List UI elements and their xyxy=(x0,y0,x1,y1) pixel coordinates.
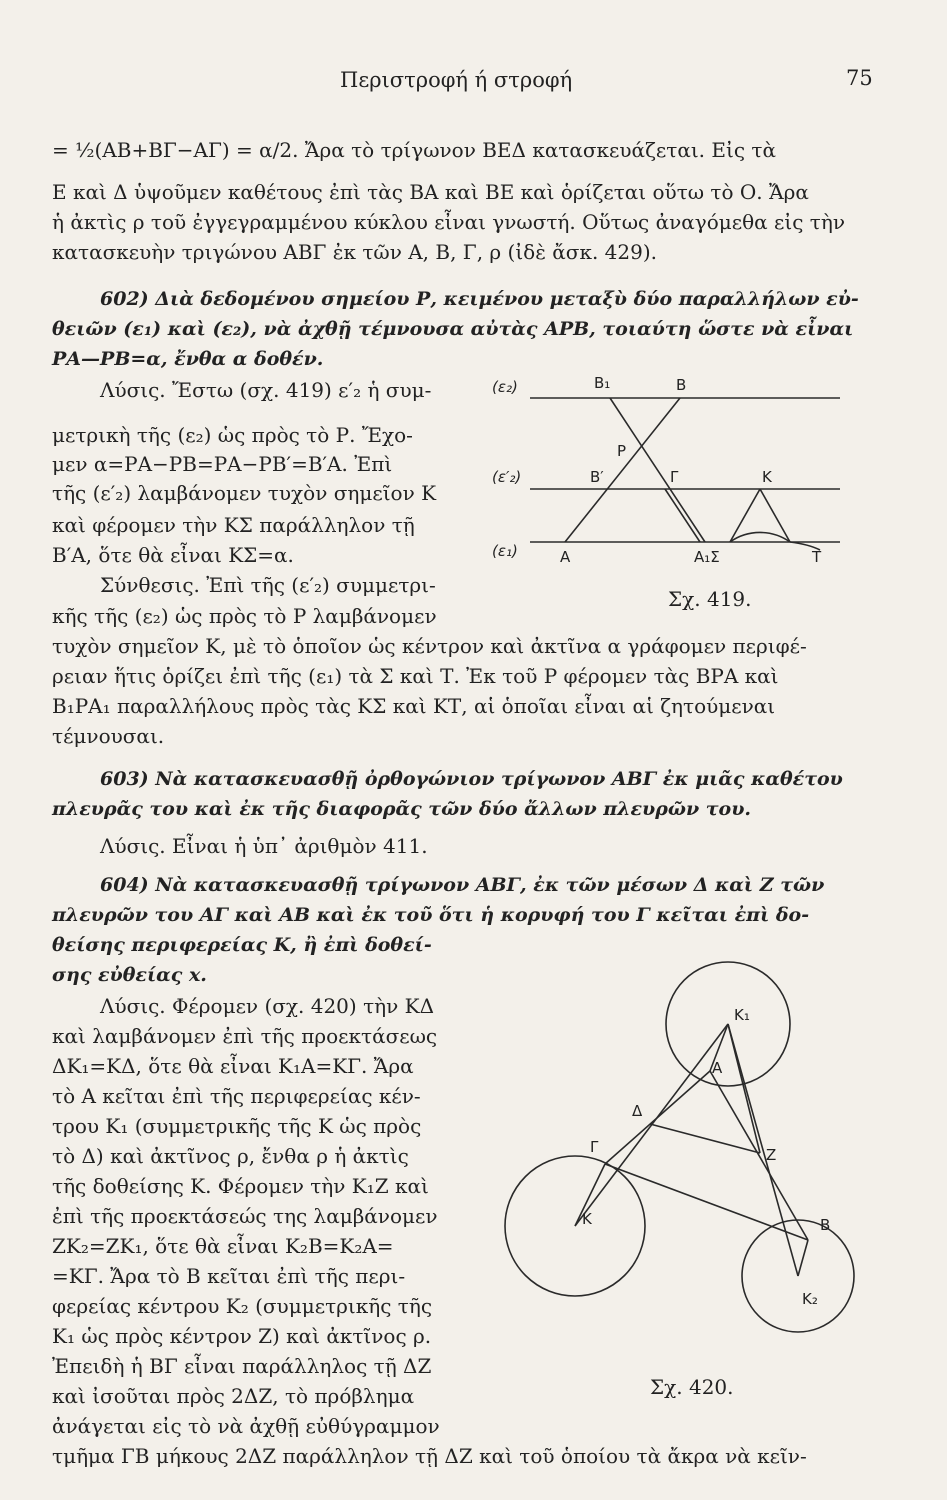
figure-420 xyxy=(490,958,910,1368)
label-g: Γ xyxy=(590,1138,599,1156)
figure-caption: Σχ. 420. xyxy=(650,1375,734,1399)
text-line: καὶ φέρομεν τὴν ΚΣ παράλληλον τῇ xyxy=(52,513,415,537)
text-line: ΖΚ₂=ΖΚ₁, ὅτε θὰ εἶναι Κ₂Β=Κ₂Α= xyxy=(52,1234,394,1258)
label-e2: (ε₂) xyxy=(492,378,518,396)
segment xyxy=(665,489,700,542)
text-line: Κ₁ ὡς πρὸς κέντρον Ζ) καὶ ἀκτῖνος ρ. xyxy=(52,1324,432,1348)
page-number: 75 xyxy=(846,66,873,90)
text-line: Λύσις. Ἔστω (σχ. 419) ε′₂ ἡ συμ- xyxy=(100,378,432,402)
label-e2p: (ε′₂) xyxy=(492,468,522,486)
secant-b-a xyxy=(565,398,680,542)
text-line: κατασκευὴν τριγώνου ΑΒΓ ἐκ τῶν Α, Β, Γ, ρ (ἰδὲ ἄσκ. 429). xyxy=(52,240,657,264)
label-k2: Κ₂ xyxy=(802,1290,818,1308)
text-line: τὸ Α κεῖται ἐπὶ τῆς περιφερείας κέν- xyxy=(52,1084,421,1108)
problem-statement: πλευρᾶς του καὶ ἐκ τῆς διαφορᾶς τῶν δύο ἄλλων πλευρῶν του. xyxy=(52,798,752,820)
text-line: καὶ λαμβάνομεν ἐπὶ τῆς προεκτάσεως xyxy=(52,1024,438,1048)
text-line: Β′Α, ὅτε θὰ εἶναι ΚΣ=α. xyxy=(52,543,294,567)
text-line: τὸ Δ) καὶ ἀκτῖνος ρ, ἔνθα ρ ἡ ἀκτὶς xyxy=(52,1144,409,1168)
text-line: φερείας κέντρου Κ₂ (συμμετρικῆς τῆς xyxy=(52,1294,433,1318)
text-line: Σύνθεσις. Ἐπὶ τῆς (ε′₂) συμμετρι- xyxy=(100,573,436,597)
text-line: ἐπὶ τῆς προεκτάσεώς της λαμβάνομεν xyxy=(52,1204,438,1228)
label-b: Β xyxy=(676,376,687,394)
segment-k2b xyxy=(798,1240,808,1276)
label-b: Β xyxy=(820,1216,831,1234)
text-line: τμῆμα ΓΒ μήκους 2ΔΖ παράλληλον τῇ ΔΖ καὶ τοῦ ὁποίου τὰ ἄκρα νὰ κεῖν- xyxy=(52,1444,807,1468)
text-line: τῆς (ε′₂) λαμβάνομεν τυχὸν σημεῖον Κ xyxy=(52,481,437,505)
text-line: ρειαν ἥτις ὁρίζει ἐπὶ τῆς (ε₁) τὰ Σ καὶ Τ. Ἐκ τοῦ Ρ φέρομεν τὰς ΒΡΑ καὶ xyxy=(52,664,779,688)
text-line: Ἐπειδὴ ἡ ΒΓ εἶναι παράλληλος τῇ ΔΖ xyxy=(52,1354,432,1378)
text-line: μεν α=ΡΑ−ΡΒ=ΡΑ−ΡΒ′=Β′Α. Ἐπὶ xyxy=(52,452,393,476)
label-a: Α xyxy=(560,548,571,566)
text-line: = ½(ΑΒ+ΒΓ−ΑΓ) = α/2. Ἄρα τὸ τρίγωνον ΒΕΔ κατασκευάζεται. Εἰς τὰ xyxy=(52,138,776,162)
label-t: Τ xyxy=(812,548,822,566)
problem-statement: 603) Νὰ κατασκευασθῇ ὀρθογώνιον τρίγωνον ΑΒΓ ἐκ μιᾶς καθέτου xyxy=(100,768,843,790)
label-d: Δ xyxy=(632,1102,643,1120)
label-p: Ρ xyxy=(617,442,627,460)
segment-zk1 xyxy=(728,1024,760,1153)
problem-statement: 602) Διὰ δεδομένου σημείου Ρ, κειμένου μεταξὺ δύο παραλλήλων εὐ- xyxy=(100,288,859,310)
label-k1: Κ₁ xyxy=(734,1006,750,1024)
text-line: καὶ ἰσοῦται πρὸς 2ΔΖ, τὸ πρόβλημα xyxy=(52,1384,415,1408)
text-line: ἀνάγεται εἰς τὸ νὰ ἀχθῇ εὐθύγραμμον xyxy=(52,1414,440,1438)
side-ab xyxy=(710,1071,808,1240)
label-k: Κ xyxy=(762,468,772,486)
text-line: τρου Κ₁ (συμμετρικῆς τῆς Κ ὡς πρὸς xyxy=(52,1114,422,1138)
text-line: =ΚΓ. Ἄρα τὸ Β κεῖται ἐπὶ τῆς περι- xyxy=(52,1264,406,1288)
label-a: Α xyxy=(712,1059,723,1077)
text-line: ΔΚ₁=ΚΔ, ὅτε θὰ εἶναι Κ₁Α=ΚΓ. Ἄρα xyxy=(52,1054,414,1078)
label-g: Γ xyxy=(670,468,679,486)
text-line: Β₁ΡΑ₁ παραλλήλους πρὸς τὰς ΚΣ καὶ ΚΤ, αἱ ὁποῖαι εἶναι αἱ ζητούμεναι xyxy=(52,694,776,718)
text-line: τῆς δοθείσης Κ. Φέρομεν τὴν Κ₁Ζ καὶ xyxy=(52,1174,429,1198)
text-line: ἡ ἀκτὶς ρ τοῦ ἐγγεγραμμένου κύκλου εἶναι γνωστή. Οὕτως ἀναγόμεθα εἰς τὴν xyxy=(52,210,846,234)
side-ag xyxy=(605,1071,710,1164)
text-line: Λύσις. Φέρομεν (σχ. 420) τὴν ΚΔ xyxy=(100,994,435,1018)
problem-statement: ΡΑ—ΡΒ=α, ἔνθα α δοθέν. xyxy=(52,348,324,370)
problem-statement: σης εὐθείας x. xyxy=(52,964,207,986)
text-line: Λύσις. Εἶναι ἡ ὑπ᾽ ἀριθμὸν 411. xyxy=(100,834,428,858)
text-line: τυχὸν σημεῖον Κ, μὲ τὸ ὁποῖον ὡς κέντρον καὶ ἀκτῖνα α γράφομεν περιφέ- xyxy=(52,634,807,658)
label-e1: (ε₁) xyxy=(492,542,518,560)
problem-statement: θείσης περιφερείας Κ, ἢ ἐπὶ δοθεί- xyxy=(52,934,432,956)
label-bp: Β′ xyxy=(590,468,604,486)
problem-statement: 604) Νὰ κατασκευασθῇ τρίγωνον ΑΒΓ, ἐκ τῶν μέσων Δ καὶ Ζ τῶν xyxy=(100,874,825,896)
figure-419 xyxy=(490,370,880,580)
text-line: κῆς τῆς (ε₂) ὡς πρὸς τὸ Ρ λαμβάνομεν xyxy=(52,604,437,628)
text-line: τέμνουσαι. xyxy=(52,724,165,748)
problem-statement: θειῶν (ε₁) καὶ (ε₂), νὰ ἀχθῇ τέμνουσα αὐτὰς ΑΡΒ, τοιαύτη ὥστε νὰ εἶναι xyxy=(52,318,854,340)
text-line: Ε καὶ Δ ὑψοῦμεν καθέτους ἐπὶ τὰς ΒΑ καὶ ΒΕ καὶ ὁρίζεται οὕτω τὸ Ο. Ἄρα xyxy=(52,180,809,204)
arc-k xyxy=(730,532,790,542)
running-header: Περιστροφή ή στροφή xyxy=(340,68,573,92)
text-line: μετρικὴ τῆς (ε₂) ὡς πρὸς τὸ Ρ. Ἔχο- xyxy=(52,423,413,447)
secant-b1-a1 xyxy=(610,398,705,542)
problem-statement: πλευρῶν του ΑΓ καὶ ΑΒ καὶ ἐκ τοῦ ὅτι ἡ κορυφή του Γ κεῖται ἐπὶ δο- xyxy=(52,904,810,926)
label-k: Κ xyxy=(582,1210,592,1228)
line-k1-k2 xyxy=(728,1024,798,1276)
label-b1: Β₁ xyxy=(594,374,611,392)
figure-caption: Σχ. 419. xyxy=(668,587,752,611)
label-a1s: Α₁Σ xyxy=(694,548,720,566)
label-z: Ζ xyxy=(766,1146,777,1164)
